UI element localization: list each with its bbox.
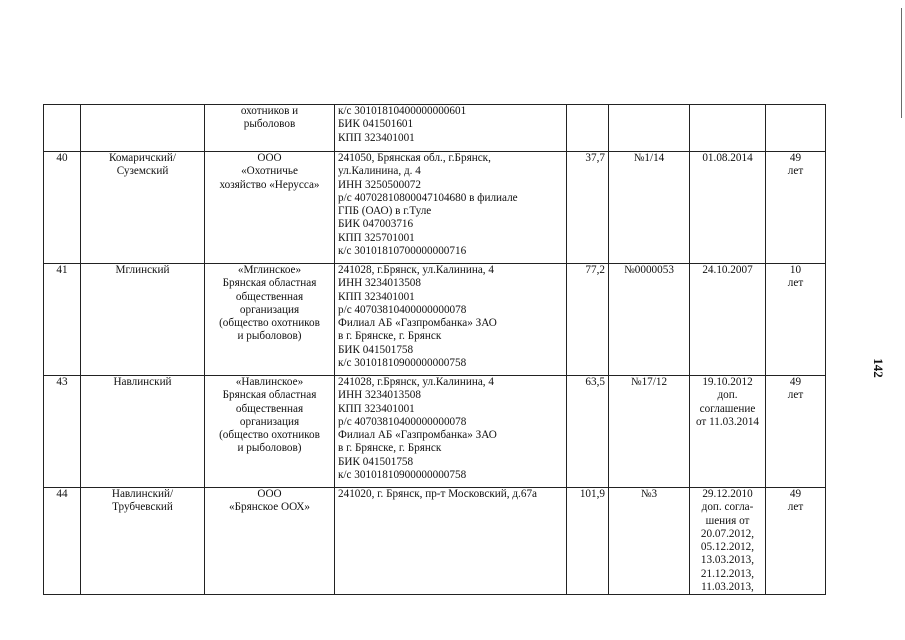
area-cell [567, 488, 609, 595]
area-cell [567, 152, 609, 264]
agreement-date-cell [690, 376, 766, 488]
agreement-number-cell [609, 376, 690, 488]
cell-line: 241050, Брянская обл., г.Брянск, [338, 152, 491, 164]
cell-text: №1/14 [633, 152, 665, 164]
term-cell [766, 105, 826, 152]
cell-line: Брянская областная [222, 277, 317, 290]
cell-line: 49 [789, 152, 802, 164]
requisites-cell [335, 105, 567, 152]
cell-line: КПП 323401001 [338, 131, 415, 144]
cell-line: лет [787, 277, 804, 290]
cell-line: 241028, г.Брянск, ул.Калинина, 4 [338, 264, 494, 276]
agreement-date-cell [690, 152, 766, 264]
cell-line: БИК 041501601 [338, 118, 414, 131]
district-cell [81, 105, 205, 152]
cell-line: в г. Брянске, г. Брянск [338, 330, 442, 343]
cell-line: лет [787, 165, 804, 178]
cell-line: 20.07.2012, [700, 527, 755, 540]
cell-line: ИНН 3250500072 [338, 178, 421, 191]
cell-line: к/с 30101810900000000758 [338, 357, 467, 370]
cell-line: 05.12.2012, [700, 541, 755, 554]
cell-text: №3 [640, 488, 658, 500]
term-cell [766, 264, 826, 376]
cell-line: и рыболовов) [237, 330, 302, 343]
requisites-cell [335, 264, 567, 376]
cell-line: «Брянское ООХ» [228, 501, 311, 514]
cell-text: №0000053 [624, 264, 674, 276]
requisites-cell [335, 488, 567, 595]
agreement-date-cell [690, 105, 766, 152]
agreement-date-cell [690, 264, 766, 376]
organization-cell [205, 152, 335, 264]
page-number: 142 [870, 358, 886, 378]
row-number-cell [44, 488, 81, 595]
requisites-cell [335, 152, 567, 264]
cell-line: доп. [717, 389, 738, 402]
table-row [44, 105, 826, 152]
cell-line: охотников и [240, 105, 299, 117]
cell-line: (общество охотников [219, 429, 320, 442]
cell-line: р/с 40702810800047104680 в филиале [338, 191, 518, 204]
cell-line: р/с 40703810400000000078 [338, 303, 467, 316]
cell-text: 77,2 [585, 264, 605, 276]
cell-line: от 11.03.2014 [695, 415, 760, 428]
cell-line: рыболовов [243, 118, 296, 131]
term-cell [766, 488, 826, 595]
cell-line: и рыболовов) [237, 442, 302, 455]
term-cell [766, 376, 826, 488]
cell-line: общественная [235, 402, 304, 415]
organization-cell [205, 376, 335, 488]
cell-line: шения от [705, 514, 750, 527]
cell-line: 10 [789, 264, 802, 276]
requisites-cell [335, 376, 567, 488]
cell-line: 01.08.2014 [702, 152, 753, 164]
cell-line: (общество охотников [219, 317, 320, 330]
row-number-cell [44, 376, 81, 488]
cell-line: ООО [257, 488, 282, 500]
area-cell [567, 264, 609, 376]
district-cell [81, 152, 205, 264]
cell-line: ГПБ (ОАО) в г.Туле [338, 205, 432, 218]
cell-line: Брянская областная [222, 389, 317, 402]
cell-line: 49 [789, 488, 802, 500]
cell-line: «Мглинское» [237, 264, 302, 276]
cell-line: к/с 30101810900000000758 [338, 469, 467, 482]
cell-line: 29.12.2010 [702, 488, 753, 500]
table-row [44, 264, 826, 376]
cell-line: в г. Брянске, г. Брянск [338, 442, 442, 455]
cell-line: Комаричский/ [109, 152, 176, 164]
cell-text: 43 [56, 376, 68, 388]
cell-text: №17/12 [630, 376, 668, 388]
cell-text: 44 [56, 488, 68, 500]
table-row [44, 152, 826, 264]
district-cell [81, 488, 205, 595]
cell-line: к/с 30101810700000000716 [338, 245, 467, 258]
hunting-grounds-table [43, 104, 826, 595]
cell-line: организация [239, 415, 300, 428]
cell-line: 19.10.2012 [702, 376, 753, 388]
cell-line: лет [787, 501, 804, 514]
agreement-number-cell [609, 105, 690, 152]
cell-text: 41 [56, 264, 68, 276]
cell-line: Филиал АБ «Газпромбанка» ЗАО [338, 429, 497, 442]
organization-cell [205, 264, 335, 376]
area-cell [567, 376, 609, 488]
cell-line: 241020, г. Брянск, пр-т Московский, д.67а [338, 488, 538, 500]
cell-line: ООО [257, 152, 282, 164]
cell-text: 63,5 [585, 376, 605, 388]
organization-cell [205, 105, 335, 152]
cell-line: «Охотничье [241, 165, 298, 178]
cell-line: 13.03.2013, [700, 554, 755, 567]
cell-line: 49 [789, 376, 802, 388]
cell-line: соглашение [699, 402, 756, 415]
district-cell [81, 376, 205, 488]
agreement-number-cell [609, 152, 690, 264]
cell-line: лет [787, 389, 804, 402]
cell-line: общественная [235, 290, 304, 303]
table-row [44, 376, 826, 488]
agreement-number-cell [609, 488, 690, 595]
agreement-date-cell [690, 488, 766, 595]
cell-line: БИК 041501758 [338, 343, 414, 356]
cell-line: БИК 041501758 [338, 455, 414, 468]
cell-line: Мглинский [115, 264, 170, 276]
cell-line: 11.03.2013, [701, 581, 754, 594]
row-number-cell [44, 105, 81, 152]
cell-line: Суземский [116, 165, 169, 178]
term-cell [766, 152, 826, 264]
scan-edge-line [901, 8, 902, 118]
table-row [44, 488, 826, 595]
cell-line: ул.Калинина, д. 4 [338, 165, 421, 178]
row-number-cell [44, 264, 81, 376]
district-cell [81, 264, 205, 376]
cell-text: 101,9 [579, 488, 605, 500]
cell-line: 21.12.2013, [700, 567, 755, 580]
cell-line: хозяйство «Нерусса» [219, 178, 320, 191]
organization-cell [205, 488, 335, 595]
cell-line: ИНН 3234013508 [338, 389, 421, 402]
cell-line: р/с 40703810400000000078 [338, 415, 467, 428]
cell-line: Трубчевский [112, 501, 173, 514]
cell-line: БИК 047003716 [338, 218, 414, 231]
cell-line: к/с 30101810400000000601 [338, 105, 467, 117]
cell-line: 24.10.2007 [702, 264, 753, 276]
cell-line: КПП 323401001 [338, 402, 415, 415]
agreement-number-cell [609, 264, 690, 376]
cell-line: «Навлинское» [235, 376, 304, 388]
cell-line: КПП 323401001 [338, 290, 415, 303]
cell-line: 241028, г.Брянск, ул.Калинина, 4 [338, 376, 494, 388]
cell-line: КПП 325701001 [338, 231, 415, 244]
cell-line: доп. согла- [701, 501, 754, 514]
cell-text: 37,7 [585, 152, 605, 164]
row-number-cell [44, 152, 81, 264]
cell-line: Филиал АБ «Газпромбанка» ЗАО [338, 317, 497, 330]
area-cell [567, 105, 609, 152]
cell-line: Навлинский [113, 376, 172, 388]
cell-line: Навлинский/ [111, 488, 174, 500]
cell-text: 40 [56, 152, 68, 164]
cell-line: организация [239, 303, 300, 316]
cell-line: ИНН 3234013508 [338, 277, 421, 290]
